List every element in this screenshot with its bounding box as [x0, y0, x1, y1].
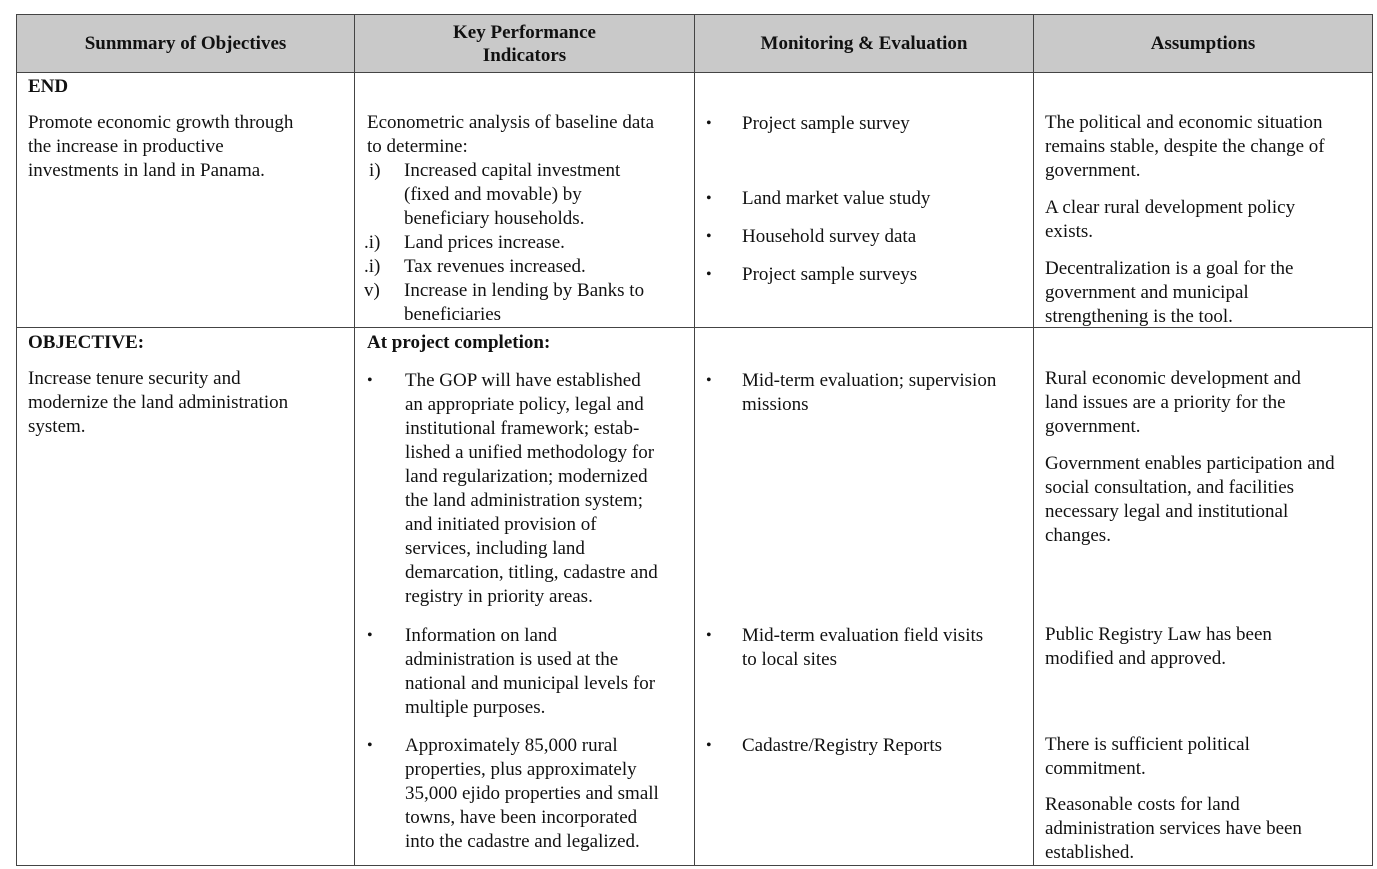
list-marker: i)	[369, 160, 381, 181]
list-item	[404, 231, 565, 255]
text-line: an appropriate policy, legal and	[405, 394, 644, 415]
text-line: remains stable, despite the change of	[1045, 136, 1325, 157]
text-line: the land administration system;	[405, 490, 643, 511]
text-line: Cadastre/Registry Reports	[742, 735, 942, 756]
text-line: Decentralization is a goal for the	[1045, 258, 1294, 279]
logframe-table	[16, 14, 1373, 866]
column-divider	[354, 15, 355, 865]
end-objective-text	[28, 111, 293, 183]
assumption-paragraph	[1045, 196, 1295, 244]
list-marker: .i)	[364, 232, 381, 253]
text-line: the increase in productive	[28, 136, 224, 157]
text-line: to determine:	[367, 136, 468, 157]
bullet-icon: •	[706, 115, 712, 132]
text-line: government and municipal	[1045, 282, 1249, 303]
text-line: lished a unified methodology for	[405, 442, 655, 463]
bullet-icon: •	[367, 372, 373, 389]
text-line: There is sufficient political	[1045, 734, 1250, 755]
text-line: Mid-term evaluation field visits	[742, 625, 984, 646]
text-line: Increase in lending by Banks to	[404, 280, 645, 301]
text-line: Reasonable costs for land	[1045, 794, 1240, 815]
text-line: necessary legal and institutional	[1045, 501, 1289, 522]
text-line: land regularization; modernized	[405, 466, 648, 487]
text-line: Land prices increase.	[404, 232, 565, 253]
text-line: properties, plus approximately	[405, 759, 637, 780]
header-summary-of-objectives	[17, 15, 354, 72]
bullet-icon: •	[706, 190, 712, 207]
text-line: A clear rural development policy	[1045, 197, 1296, 218]
assumption-paragraph	[1045, 111, 1325, 183]
end-kpi-intro	[367, 111, 654, 159]
list-item	[405, 734, 659, 854]
text-line: modernize the land administration	[28, 392, 289, 413]
header-label: Sunmmary of Objectives	[84, 33, 287, 54]
objective-text	[28, 367, 288, 439]
assumption-paragraph	[1045, 257, 1293, 329]
text-line: Rural economic development and	[1045, 368, 1301, 389]
header-label: Monitoring & Evaluation	[760, 33, 968, 54]
assumption-paragraph	[1045, 367, 1301, 439]
bullet-icon: •	[706, 228, 712, 245]
assumption-paragraph	[1045, 733, 1250, 781]
text-line: modified and approved.	[1045, 648, 1226, 669]
text-line: Econometric analysis of baseline data	[367, 112, 655, 133]
text-line: land issues are a priority for the	[1045, 392, 1286, 413]
text-line: multiple purposes.	[405, 697, 546, 718]
text-line: national and municipal levels for	[405, 673, 656, 694]
header-monitoring-evaluation	[695, 15, 1033, 72]
column-divider	[694, 15, 695, 865]
list-marker: v)	[364, 280, 380, 301]
text-line: investments in land in Panama.	[28, 160, 265, 181]
text-line: towns, have been incorporated	[405, 807, 638, 828]
text-line: Mid-term evaluation; supervision	[742, 370, 997, 391]
text-line: Approximately 85,000 rural	[405, 735, 618, 756]
text-line: Tax revenues increased.	[404, 256, 586, 277]
text-line: The GOP will have established	[405, 370, 641, 391]
text-line: demarcation, titling, cadastre and	[405, 562, 658, 583]
header-label: Key Performance	[453, 21, 596, 43]
list-item: Household survey data	[742, 226, 917, 247]
header-assumptions	[1034, 15, 1372, 72]
text-line: into the cadastre and legalized.	[405, 831, 640, 852]
text-line: 35,000 ejido properties and small	[405, 783, 659, 804]
list-item	[404, 255, 586, 279]
bullet-icon: •	[706, 266, 712, 283]
header-label: Assumptions	[1150, 33, 1256, 54]
text-line: beneficiary households.	[404, 208, 585, 229]
list-marker: .i)	[364, 256, 381, 277]
list-item	[405, 369, 658, 609]
header-label: Indicators	[482, 44, 567, 66]
text-line: exists.	[1045, 221, 1094, 242]
text-line: Public Registry Law has been	[1045, 624, 1272, 645]
list-item	[404, 279, 644, 327]
list-item	[742, 624, 983, 672]
text-line: services, including land	[405, 538, 585, 559]
section-label-objective: OBJECTIVE:	[28, 332, 145, 353]
text-line: beneficiaries	[404, 304, 502, 325]
assumption-paragraph	[1045, 452, 1335, 548]
text-line: The political and economic situation	[1045, 112, 1323, 133]
text-line: system.	[28, 416, 86, 437]
text-line: registry in priority areas.	[405, 586, 593, 607]
section-label-end: END	[28, 76, 69, 97]
bullet-icon: •	[367, 737, 373, 754]
text-line: institutional framework; estab-	[405, 418, 640, 439]
text-line: administration services have been	[1045, 818, 1302, 839]
text-line: social consultation, and facilities	[1045, 477, 1295, 498]
column-divider	[1033, 15, 1034, 865]
text-line: missions	[742, 394, 809, 415]
text-line: commitment.	[1045, 758, 1146, 779]
bullet-icon: •	[706, 627, 712, 644]
bullet-icon: •	[706, 372, 712, 389]
list-item	[404, 159, 620, 231]
text-line: and initiated provision of	[405, 514, 597, 535]
bullet-icon: •	[706, 737, 712, 754]
list-item	[742, 734, 942, 758]
bullet-icon: •	[367, 627, 373, 644]
list-item: Project sample surveys	[742, 264, 918, 285]
text-line: (fixed and movable) by	[404, 184, 582, 205]
list-item	[742, 369, 996, 417]
text-line: to local sites	[742, 649, 837, 670]
text-line: Increased capital investment	[404, 160, 621, 181]
text-line: strengthening is the tool.	[1045, 306, 1233, 327]
text-line: government.	[1045, 416, 1141, 437]
list-item: Land market value study	[742, 188, 931, 209]
assumption-paragraph	[1045, 623, 1272, 671]
list-item: Project sample survey	[742, 113, 910, 134]
text-line: Increase tenure security and	[28, 368, 241, 389]
header-key-performance-indicators	[355, 15, 694, 72]
text-line: Information on land	[405, 625, 557, 646]
text-line: government.	[1045, 160, 1141, 181]
kpi-intro-completion: At project completion:	[367, 332, 551, 353]
text-line: established.	[1045, 842, 1135, 863]
text-line: Promote economic growth through	[28, 112, 294, 133]
text-line: changes.	[1045, 525, 1111, 546]
text-line: administration is used at the	[405, 649, 619, 670]
text-line: Government enables participation and	[1045, 453, 1335, 474]
assumption-paragraph	[1045, 793, 1302, 865]
list-item	[405, 624, 655, 720]
